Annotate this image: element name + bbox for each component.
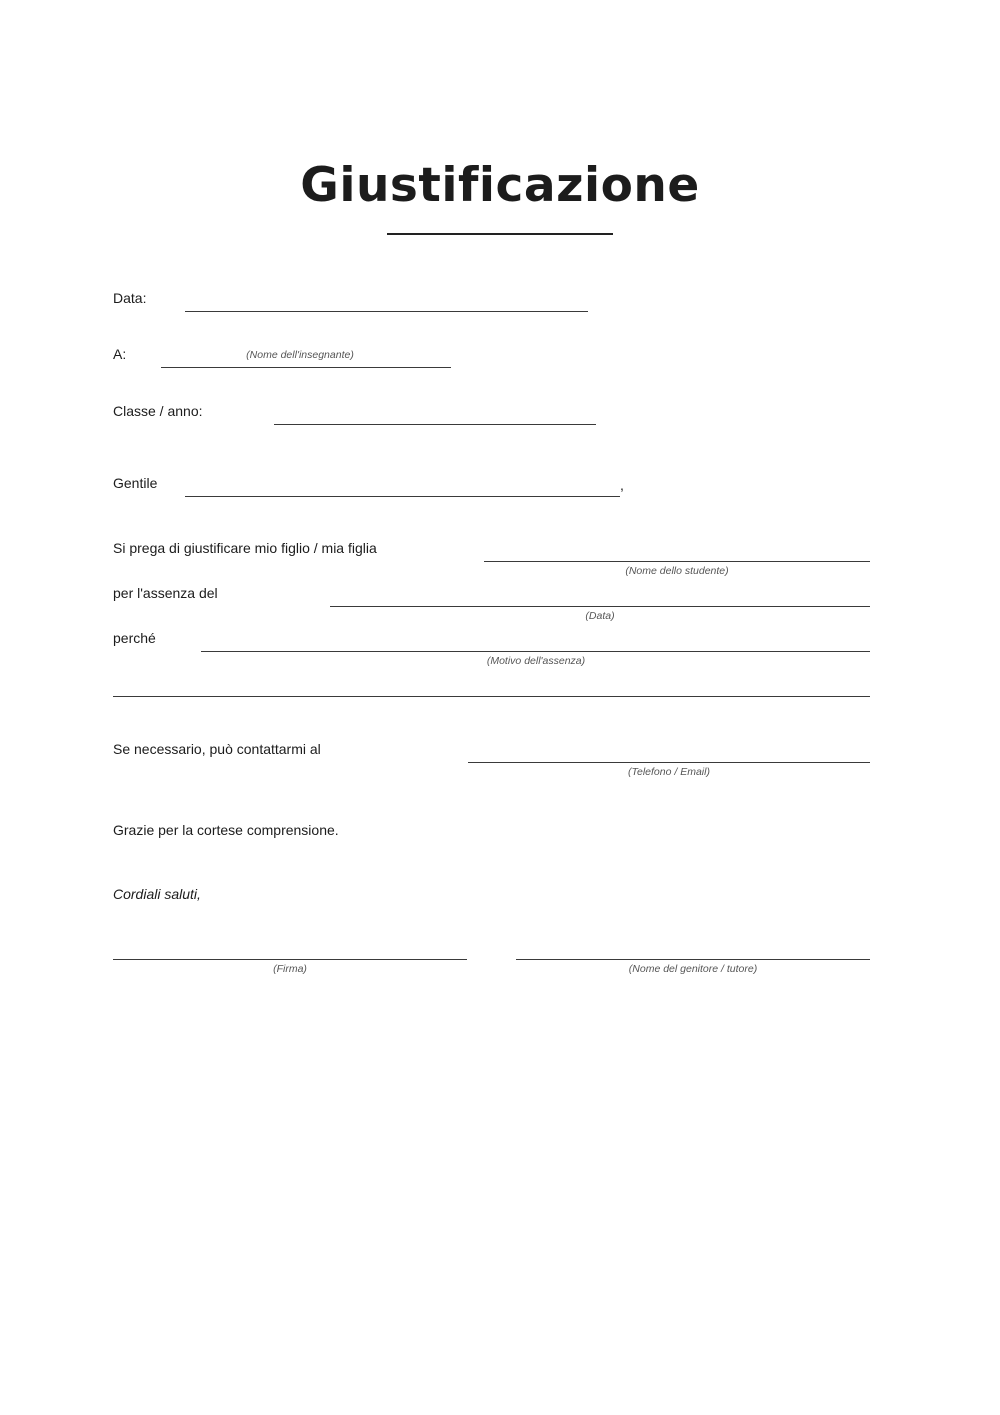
signature-hint: (Firma) [273,963,307,975]
body-line-reason: perché [113,630,156,646]
title-underline [387,233,613,235]
thanks-text: Grazie per la cortese comprensione. [113,822,339,838]
contact-text: Se necessario, può contattarmi al [113,741,321,757]
contact-field[interactable] [468,762,870,763]
a-label: A: [113,346,127,362]
classe-field[interactable] [274,424,596,425]
reason-hint: (Motivo dell'assenza) [486,655,586,667]
signature-field[interactable] [113,959,467,960]
teacher-name-field[interactable] [161,367,451,368]
body-line-student: Si prega di giustificare mio figlio / mia figlia [113,540,377,556]
closing-text: Cordiali saluti, [113,886,201,902]
student-name-field[interactable] [484,561,870,562]
gentile-comma: , [620,477,624,493]
gentile-field[interactable] [185,496,620,497]
data-label: Data: [113,290,147,306]
reason-field-extra[interactable] [113,696,870,697]
page-title: Giustificazione [300,158,700,213]
contact-hint: (Telefono / Email) [628,766,710,778]
teacher-name-hint: (Nome dell'insegnante) [246,349,354,361]
guardian-name-hint: (Nome del genitore / tutore) [628,963,758,975]
guardian-name-field[interactable] [516,959,870,960]
classe-label: Classe / anno: [113,403,203,419]
reason-field[interactable] [201,651,870,652]
body-line-absence: per l'assenza del [113,585,218,601]
absence-date-field[interactable] [330,606,870,607]
data-field[interactable] [185,311,588,312]
student-name-hint: (Nome dello studente) [625,565,729,577]
gentile-label: Gentile [113,475,158,491]
absence-date-hint: (Data) [585,610,615,622]
